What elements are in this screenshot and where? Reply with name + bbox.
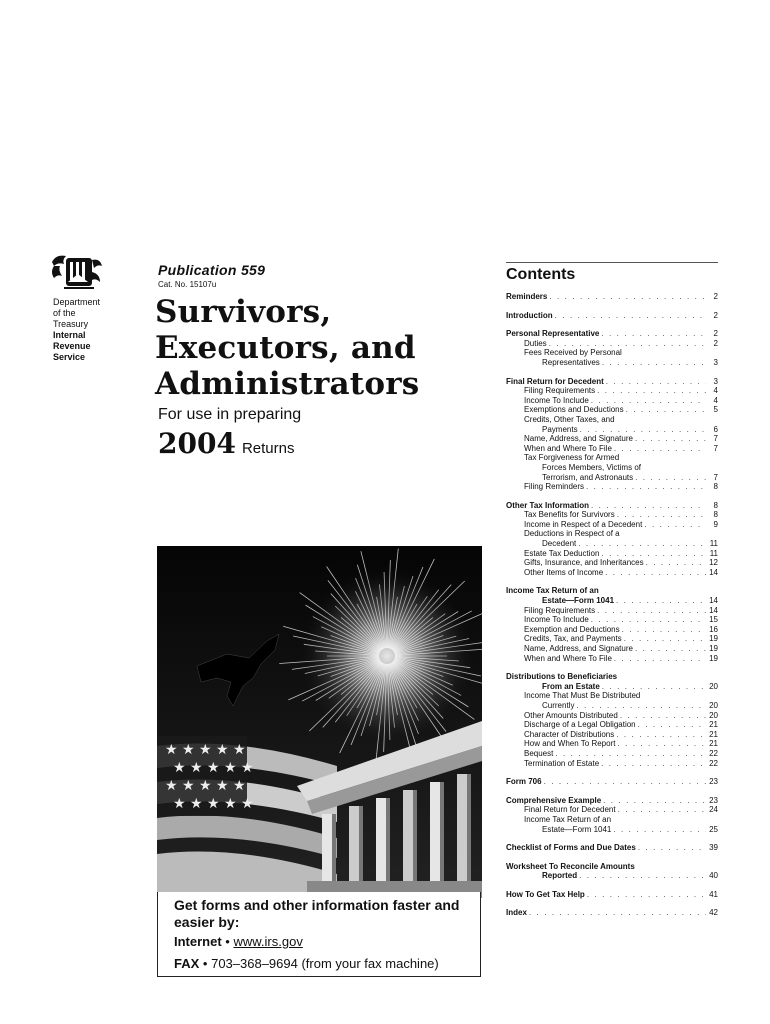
toc-entry-label: When and Where To File xyxy=(524,653,612,663)
contents-divider xyxy=(506,262,718,263)
toc-entry[interactable] xyxy=(506,739,718,749)
toc-entry[interactable] xyxy=(506,691,718,701)
irs-eagle-logo xyxy=(48,252,104,292)
toc-leader-dots xyxy=(549,292,706,302)
toc-entry[interactable] xyxy=(506,701,718,711)
toc-page-number: 14 xyxy=(709,596,718,606)
toc-entry-label: Exemption and Deductions xyxy=(524,624,620,634)
department-line: Department xyxy=(53,297,101,307)
toc-section xyxy=(506,672,718,768)
toc-leader-dots xyxy=(624,634,706,644)
toc-page-number: 8 xyxy=(713,500,718,510)
toc-page-number: 12 xyxy=(709,558,718,568)
fax-line xyxy=(174,956,439,971)
toc-page-number: 22 xyxy=(709,758,718,768)
toc-leader-dots xyxy=(644,520,706,530)
toc-page-number: 42 xyxy=(709,908,718,918)
svg-text:★: ★ xyxy=(224,795,237,811)
toc-entry-label: Duties xyxy=(524,338,547,348)
toc-leader-dots xyxy=(614,654,706,664)
toc-entry-label: Reported xyxy=(542,871,578,881)
svg-text:★: ★ xyxy=(224,759,237,775)
toc-entry[interactable] xyxy=(506,510,718,520)
toc-entry-label: Representatives xyxy=(542,357,600,367)
toc-entry[interactable] xyxy=(506,292,718,302)
toc-entry-label: How To Get Tax Help xyxy=(506,889,585,899)
toc-entry[interactable] xyxy=(506,606,718,616)
toc-entry[interactable] xyxy=(506,377,718,387)
catalog-number: Cat. No. 15107u xyxy=(158,280,217,289)
svg-text:★: ★ xyxy=(241,759,254,775)
toc-leader-dots xyxy=(617,739,706,749)
toc-page-number: 7 xyxy=(713,472,718,482)
toc-entry-label: Estate—Form 1041 xyxy=(542,596,615,606)
toc-entry[interactable] xyxy=(506,396,718,406)
toc-leader-dots xyxy=(616,730,706,740)
toc-entry-label: When and Where To File xyxy=(524,443,612,453)
toc-leader-dots xyxy=(544,777,706,787)
tax-year-line xyxy=(158,427,294,460)
internet-label: Internet xyxy=(174,934,222,949)
toc-page-number: 19 xyxy=(709,644,718,653)
toc-entry-label: Distributions to Beneficiaries xyxy=(506,672,618,682)
toc-entry-label: Estate—Form 1041 xyxy=(542,824,612,834)
toc-page-number: 14 xyxy=(709,605,718,615)
svg-text:★: ★ xyxy=(216,741,229,757)
toc-leader-dots xyxy=(576,701,706,711)
toc-entry-label: Decedent xyxy=(542,539,577,549)
toc-leader-dots xyxy=(529,908,706,918)
bullet: • xyxy=(225,934,234,949)
toc-entry-label: Other Items of Income xyxy=(524,567,604,577)
toc-leader-dots xyxy=(603,796,706,806)
toc-page-number: 7 xyxy=(713,443,718,453)
toc-entry[interactable] xyxy=(506,625,718,635)
toc-section xyxy=(506,796,718,834)
toc-entry[interactable] xyxy=(506,520,718,530)
toc-entry-label: Name, Address, and Signature xyxy=(524,644,633,653)
tax-year: 2004 xyxy=(158,427,236,460)
toc-leader-dots xyxy=(646,558,706,568)
toc-leader-dots xyxy=(586,482,706,492)
toc-entry-label: Gifts, Insurance, and Inheritances xyxy=(524,558,644,568)
toc-page-number: 39 xyxy=(709,843,718,853)
internet-line xyxy=(174,934,303,949)
toc-entry[interactable] xyxy=(506,539,718,549)
toc-page-number: 41 xyxy=(709,889,718,899)
publication-number: Publication 559 xyxy=(158,262,266,278)
toc-entry[interactable] xyxy=(506,311,718,321)
toc-entry-label: Credits, Tax, and Payments xyxy=(524,634,622,644)
toc-entry-label: Character of Distributions xyxy=(524,729,615,739)
toc-entry-label: Exemptions and Deductions xyxy=(524,405,624,415)
toc-entry[interactable] xyxy=(506,444,718,454)
toc-page-number: 23 xyxy=(709,777,718,787)
toc-page-number: 8 xyxy=(713,510,718,520)
toc-page-number: 9 xyxy=(713,519,718,529)
toc-leader-dots xyxy=(591,396,706,406)
toc-entry[interactable] xyxy=(506,805,718,815)
toc-page-number: 20 xyxy=(709,710,718,720)
toc-leader-dots xyxy=(597,606,706,616)
toc-entry[interactable] xyxy=(506,339,718,349)
toc-entry-label: Currently xyxy=(542,700,575,710)
title-line: Administrators xyxy=(155,366,420,402)
toc-leader-dots xyxy=(620,711,706,721)
toc-entry[interactable] xyxy=(506,453,718,463)
toc-leader-dots xyxy=(580,425,706,435)
toc-leader-dots xyxy=(635,473,706,483)
toc-entry[interactable] xyxy=(506,463,718,473)
svg-text:★: ★ xyxy=(207,795,220,811)
toc-entry[interactable] xyxy=(506,405,718,415)
department-line: Treasury xyxy=(53,319,89,329)
toc-entry[interactable] xyxy=(506,654,718,664)
toc-entry[interactable] xyxy=(506,473,718,483)
svg-text:★: ★ xyxy=(190,759,203,775)
svg-text:★: ★ xyxy=(182,777,195,793)
toc-entry[interactable] xyxy=(506,777,718,787)
table-of-contents xyxy=(506,292,718,927)
toc-entry[interactable] xyxy=(506,558,718,568)
toc-entry-label: Discharge of a Legal Obligation xyxy=(524,720,636,730)
toc-leader-dots xyxy=(578,539,706,549)
toc-leader-dots xyxy=(597,386,706,396)
toc-entry[interactable] xyxy=(506,871,718,881)
toc-entry-label: Final Return for Decedent xyxy=(524,805,616,815)
toc-leader-dots xyxy=(626,405,706,415)
title-line: Survivors, xyxy=(155,294,332,330)
toc-section xyxy=(506,329,718,367)
fax-number: 703–368–9694 (from your fax machine) xyxy=(211,956,439,971)
toc-entry-label: Income To Include xyxy=(524,615,589,625)
toc-entry[interactable] xyxy=(506,386,718,396)
toc-section xyxy=(506,292,718,302)
toc-leader-dots xyxy=(617,510,706,520)
toc-section xyxy=(506,501,718,578)
svg-text:★: ★ xyxy=(173,795,186,811)
svg-text:★: ★ xyxy=(199,741,212,757)
department-line: of the xyxy=(53,308,76,318)
toc-entry-label: Forces Members, Victims of xyxy=(542,462,641,472)
toc-entry[interactable] xyxy=(506,759,718,769)
toc-entry-label: Final Return for Decedent xyxy=(506,376,604,386)
toc-entry[interactable] xyxy=(506,890,718,900)
toc-page-number: 3 xyxy=(713,376,718,386)
toc-page-number: 23 xyxy=(709,795,718,805)
toc-leader-dots xyxy=(613,825,706,835)
title-line: Executors, and xyxy=(155,330,416,366)
toc-page-number: 22 xyxy=(709,748,718,758)
svg-text:★: ★ xyxy=(190,795,203,811)
toc-page-number: 15 xyxy=(709,615,718,625)
toc-leader-dots xyxy=(555,749,706,759)
toc-entry-label: Credits, Other Taxes, and xyxy=(524,414,615,424)
toc-section xyxy=(506,777,718,787)
toc-page-number: 8 xyxy=(713,482,718,492)
toc-entry[interactable] xyxy=(506,825,718,835)
toc-entry[interactable] xyxy=(506,843,718,853)
toc-leader-dots xyxy=(638,720,706,730)
toc-section xyxy=(506,890,718,900)
toc-leader-dots xyxy=(635,434,706,444)
toc-entry-label: Income To Include xyxy=(524,395,589,405)
toc-entry-label: Worksheet To Reconcile Amounts xyxy=(506,861,635,871)
toc-entry-label: Income Tax Return of an xyxy=(524,814,612,824)
toc-entry[interactable] xyxy=(506,329,718,339)
contents-heading: Contents xyxy=(506,266,576,283)
toc-page-number: 3 xyxy=(713,357,718,367)
toc-page-number: 2 xyxy=(713,329,718,339)
svg-text:★: ★ xyxy=(233,741,246,757)
toc-leader-dots xyxy=(579,871,706,881)
toc-page-number: 24 xyxy=(709,805,718,815)
toc-entry-label: Comprehensive Example xyxy=(506,795,602,805)
toc-entry-label: Estate Tax Deduction xyxy=(524,548,600,558)
svg-text:★: ★ xyxy=(241,795,254,811)
toc-entry-label: Fees Received by Personal xyxy=(524,348,622,358)
service-label xyxy=(53,330,143,363)
toc-entry-label: From an Estate xyxy=(542,681,600,691)
toc-leader-dots xyxy=(549,339,706,349)
toc-leader-dots xyxy=(602,358,706,368)
toc-page-number: 21 xyxy=(709,720,718,730)
toc-entry[interactable] xyxy=(506,501,718,511)
toc-leader-dots xyxy=(635,644,706,654)
toc-section xyxy=(506,843,718,853)
toc-entry[interactable] xyxy=(506,482,718,492)
toc-page-number: 14 xyxy=(709,567,718,577)
toc-entry-label: Other Tax Information xyxy=(506,500,589,510)
toc-entry[interactable] xyxy=(506,549,718,559)
toc-entry-label: Form 706 xyxy=(506,777,542,787)
toc-section xyxy=(506,586,718,663)
toc-entry-label: Reminders xyxy=(506,292,548,301)
toc-entry[interactable] xyxy=(506,796,718,806)
toc-page-number: 21 xyxy=(709,729,718,739)
toc-entry[interactable] xyxy=(506,682,718,692)
toc-entry-label: Name, Address, and Signature xyxy=(524,434,633,444)
toc-entry-label: Introduction xyxy=(506,310,553,320)
toc-entry[interactable] xyxy=(506,596,718,606)
toc-section xyxy=(506,311,718,321)
toc-entry-label: Filing Requirements xyxy=(524,605,596,615)
toc-page-number: 7 xyxy=(713,434,718,444)
toc-entry[interactable] xyxy=(506,634,718,644)
toc-entry[interactable] xyxy=(506,529,718,539)
toc-leader-dots xyxy=(601,759,706,769)
toc-entry-label: Deductions in Respect of a xyxy=(524,529,620,539)
toc-leader-dots xyxy=(601,329,706,339)
svg-text:★: ★ xyxy=(182,741,195,757)
toc-entry[interactable] xyxy=(506,720,718,730)
toc-entry[interactable] xyxy=(506,730,718,740)
service-line: Service xyxy=(53,352,86,362)
toc-entry-label: Income in Respect of a Decedent xyxy=(524,519,643,529)
svg-text:★: ★ xyxy=(216,777,229,793)
service-line: Internal xyxy=(53,330,86,340)
service-line: Revenue xyxy=(53,341,91,351)
toc-leader-dots xyxy=(614,444,706,454)
toc-page-number: 11 xyxy=(709,548,718,558)
toc-entry[interactable] xyxy=(506,644,718,654)
fax-label: FAX xyxy=(174,956,200,971)
toc-page-number: 21 xyxy=(709,739,718,749)
toc-entry[interactable] xyxy=(506,348,718,358)
toc-leader-dots xyxy=(591,501,706,511)
toc-page-number: 2 xyxy=(713,292,718,301)
toc-leader-dots xyxy=(606,377,706,387)
toc-entry[interactable] xyxy=(506,434,718,444)
for-use-text: For use in preparing xyxy=(158,406,302,423)
toc-entry-label: Tax Benefits for Survivors xyxy=(524,510,615,520)
toc-leader-dots xyxy=(591,615,706,625)
irs-website-link[interactable]: www.irs.gov xyxy=(233,934,303,949)
toc-leader-dots xyxy=(622,625,706,635)
toc-entry[interactable] xyxy=(506,425,718,435)
toc-entry-label: Terrorism, and Astronauts xyxy=(542,472,634,482)
toc-leader-dots xyxy=(587,890,706,900)
toc-entry[interactable] xyxy=(506,358,718,368)
svg-text:★: ★ xyxy=(233,777,246,793)
toc-entry-label: Bequest xyxy=(524,748,554,758)
toc-page-number: 2 xyxy=(713,338,718,348)
toc-entry-label: Termination of Estate xyxy=(524,758,600,768)
toc-page-number: 4 xyxy=(713,395,718,405)
toc-entry[interactable] xyxy=(506,862,718,872)
toc-entry[interactable] xyxy=(506,415,718,425)
toc-entry[interactable] xyxy=(506,908,718,918)
toc-leader-dots xyxy=(555,311,706,321)
toc-leader-dots xyxy=(638,843,706,853)
toc-entry-label: Index xyxy=(506,908,527,918)
toc-leader-dots xyxy=(601,549,706,559)
toc-leader-dots xyxy=(605,568,706,578)
toc-page-number: 19 xyxy=(709,634,718,644)
toc-page-number: 19 xyxy=(709,653,718,663)
toc-page-number: 40 xyxy=(709,871,718,881)
svg-text:★: ★ xyxy=(173,759,186,775)
bullet: • xyxy=(202,956,212,971)
department-label xyxy=(53,297,143,330)
toc-entry-label: Payments xyxy=(542,424,578,434)
toc-leader-dots xyxy=(602,682,706,692)
toc-leader-dots xyxy=(618,805,706,815)
toc-entry-label: Income Tax Return of an xyxy=(506,586,599,596)
returns-text: Returns xyxy=(241,440,295,457)
toc-page-number: 16 xyxy=(709,624,718,634)
cover-photo xyxy=(157,546,482,898)
toc-page-number: 20 xyxy=(709,681,718,691)
toc-entry-label: Filing Requirements xyxy=(524,386,596,396)
toc-section xyxy=(506,908,718,918)
toc-page-number: 4 xyxy=(713,386,718,396)
toc-page-number: 20 xyxy=(709,700,718,710)
svg-text:★: ★ xyxy=(199,777,212,793)
toc-entry-label: Checklist of Forms and Due Dates xyxy=(506,843,636,853)
toc-entry-label: Income That Must Be Distributed xyxy=(524,691,641,701)
toc-page-number: 25 xyxy=(709,824,718,834)
svg-text:★: ★ xyxy=(165,741,178,757)
toc-entry[interactable] xyxy=(506,586,718,596)
svg-text:★: ★ xyxy=(165,777,178,793)
toc-entry-label: Filing Reminders xyxy=(524,482,585,492)
toc-leader-dots xyxy=(616,596,706,606)
toc-page-number: 11 xyxy=(709,539,718,549)
toc-entry[interactable] xyxy=(506,615,718,625)
forms-info-box xyxy=(157,892,481,977)
toc-entry-label: Tax Forgiveness for Armed xyxy=(524,453,620,463)
toc-page-number: 6 xyxy=(713,424,718,434)
toc-page-number: 2 xyxy=(713,310,718,320)
toc-entry-label: Other Amounts Distributed xyxy=(524,710,618,720)
toc-entry-label: How and When To Report xyxy=(524,739,616,749)
toc-entry[interactable] xyxy=(506,815,718,825)
svg-text:★: ★ xyxy=(207,759,220,775)
toc-entry-label: Personal Representative xyxy=(506,329,600,339)
toc-entry[interactable] xyxy=(506,749,718,759)
toc-page-number: 5 xyxy=(713,405,718,415)
page-title xyxy=(155,294,419,402)
toc-section xyxy=(506,862,718,881)
forms-heading: Get forms and other information faster and easier by: xyxy=(174,897,460,930)
toc-entry[interactable] xyxy=(506,711,718,721)
toc-entry[interactable] xyxy=(506,672,718,682)
toc-section xyxy=(506,377,718,492)
toc-entry[interactable] xyxy=(506,568,718,578)
